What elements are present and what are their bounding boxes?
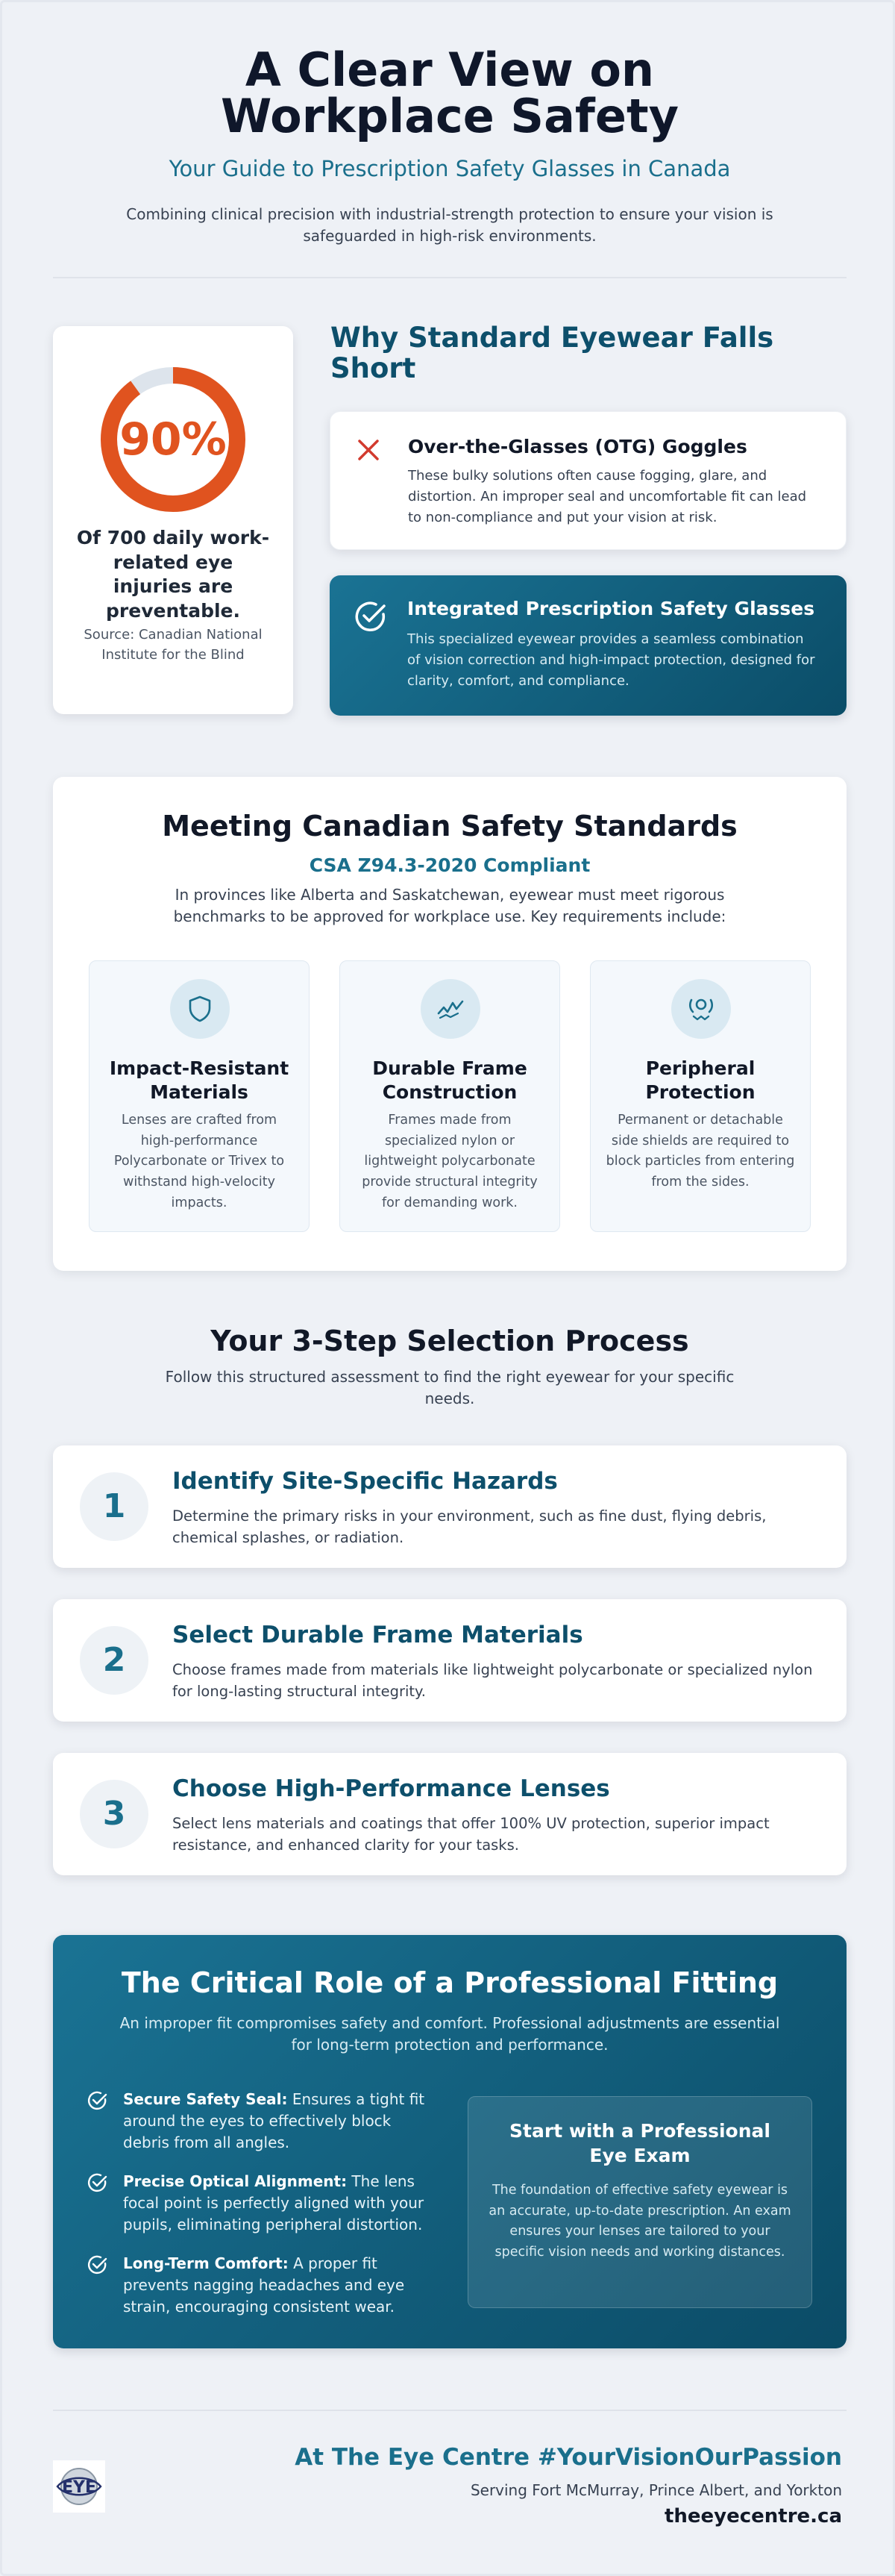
eye-exam-title: Start with a Professional Eye Exam	[509, 2120, 770, 2166]
feature-icon-badge	[421, 979, 480, 1039]
steps-title: Your 3-Step Selection Process	[210, 1325, 689, 1357]
check-circle-icon	[87, 2254, 108, 2275]
step-text: Determine the primary risks in your environment, such as fine dust, flying debris, chemical splashes, or radiation.	[172, 1507, 767, 1547]
standards-title: Meeting Canadian Safety Standards	[162, 810, 738, 842]
fitting-point-title: Secure Safety Seal:	[123, 2090, 288, 2108]
feature-card-impact	[89, 960, 310, 1232]
step-number: 1	[80, 1472, 148, 1541]
check-circle-icon	[87, 2172, 108, 2193]
step-title: Select Durable Frame Materials	[172, 1622, 583, 1648]
standards-section	[53, 777, 847, 1271]
eye-exam-card	[468, 2096, 812, 2308]
fitting-point-title: Precise Optical Alignment:	[123, 2172, 348, 2190]
stat-label: Of 700 daily work-related eye injuries are preventable.	[76, 527, 270, 622]
otg-text: These bulky solutions often cause fogging, glare, and distortion. An improper seal and uncomfortable fit can lead to non-compliance and put your vision at risk.	[408, 468, 807, 525]
divider	[53, 277, 847, 278]
step-text: Select lens materials and coatings that offer 100% UV protection, superior impact resistance, and enhanced clarity for your tasks.	[172, 1815, 770, 1854]
logo-text: EYE	[62, 2478, 96, 2497]
check-circle-icon	[87, 2090, 108, 2111]
feature-icon-badge	[170, 979, 230, 1039]
stat-card	[53, 326, 293, 714]
integrated-card	[330, 575, 847, 716]
header	[53, 43, 847, 247]
shield-icon	[185, 994, 215, 1024]
page-intro: Combining clinical precision with industrial-strength protection to ensure your vision is safeguarded in high-risk environments.	[126, 205, 773, 245]
otg-title: Over-the-Glasses (OTG) Goggles	[408, 436, 747, 457]
x-mark-icon	[356, 437, 381, 463]
fitting-point-text: Ensures a tight fit around the eyes to effectively block debris from all angles.	[123, 2090, 425, 2151]
side-shield-icon	[686, 994, 716, 1024]
fitting-point	[87, 2253, 438, 2318]
fitting-point-title: Long-Term Comfort:	[123, 2254, 289, 2272]
step-card	[53, 1753, 847, 1875]
feature-text: Frames made from specialized nylon or lightweight polycarbonate provide structural integrity for demanding work.	[362, 1113, 538, 1210]
eye-logo-icon	[53, 2460, 105, 2513]
otg-card	[330, 411, 847, 550]
step-text: Choose frames made from materials like lightweight polycarbonate or specialized nylon for long-lasting structural integrity.	[172, 1661, 813, 1701]
step-title: Identify Site-Specific Hazards	[172, 1468, 558, 1495]
standards-subtitle: CSA Z94.3-2020 Compliant	[309, 854, 591, 876]
footer-tagline: At The Eye Centre #YourVisionOurPassion	[295, 2444, 842, 2471]
check-circle-icon	[352, 598, 389, 635]
standards-intro: In provinces like Alberta and Saskatchewan, eyewear must meet rigorous benchmarks to be approved for workplace use. Key requirements include:	[173, 886, 726, 925]
fitting-point-text: A proper fit prevents nagging headaches and eye strain, encouraging consistent wear.	[123, 2254, 405, 2316]
stat-value: 90%	[119, 413, 227, 466]
step-card	[53, 1445, 847, 1568]
feature-card-peripheral	[590, 960, 811, 1232]
feature-title: Durable Frame Construction	[372, 1057, 527, 1103]
fitting-section	[53, 1935, 847, 2348]
eye-exam-text: The foundation of effective safety eyewear is an accurate, up-to-date prescription. An exam ensures your lenses are tailored to your specific vision needs and working distances.	[489, 2183, 791, 2260]
feature-card-frame	[339, 960, 560, 1232]
activity-icon	[436, 994, 465, 1024]
integrated-title: Integrated Prescription Safety Glasses	[407, 598, 815, 619]
feature-text: Permanent or detachable side shields are required to block particles from entering from the sides.	[606, 1113, 795, 1189]
footer-website-link[interactable]: theeyecentre.ca	[664, 2505, 842, 2527]
stat-source: Source: Canadian National Institute for the Blind	[84, 627, 263, 663]
page-title: A Clear View on Workplace Safety	[220, 43, 679, 143]
integrated-text: This specialized eyewear provides a seamless combination of vision correction and high-impact protection, designed for clarity, comfort, and compliance.	[407, 631, 815, 689]
fitting-point-text: The lens focal point is perfectly aligned with your pupils, eliminating peripheral distortion.	[123, 2172, 424, 2233]
why-title: Why Standard Eyewear Falls Short	[330, 322, 774, 384]
footer-serving: Serving Fort McMurray, Prince Albert, and Yorkton	[470, 2481, 842, 2499]
step-card	[53, 1599, 847, 1722]
feature-title: Impact-Resistant Materials	[109, 1057, 289, 1103]
feature-title: Peripheral Protection	[645, 1057, 756, 1103]
fitting-title: The Critical Role of a Professional Fitting	[121, 1966, 779, 1999]
eye-centre-logo	[53, 2460, 105, 2513]
step-title: Choose High-Performance Lenses	[172, 1775, 610, 1802]
fitting-point	[87, 2171, 438, 2236]
fitting-point	[87, 2089, 438, 2154]
feature-text: Lenses are crafted from high-performance Polycarbonate or Trivex to withstand high-velocity impacts.	[113, 1113, 285, 1210]
fitting-intro: An improper fit compromises safety and comfort. Professional adjustments are essential for long-term protection and performance.	[119, 2014, 780, 2054]
step-number: 3	[80, 1780, 148, 1848]
steps-subtitle: Follow this structured assessment to find the right eyewear for your specific needs.	[165, 1368, 735, 1407]
step-number: 2	[80, 1626, 148, 1695]
divider	[53, 2410, 847, 2411]
page-subtitle: Your Guide to Prescription Safety Glasses in Canada	[169, 156, 731, 181]
feature-icon-badge	[671, 979, 731, 1039]
